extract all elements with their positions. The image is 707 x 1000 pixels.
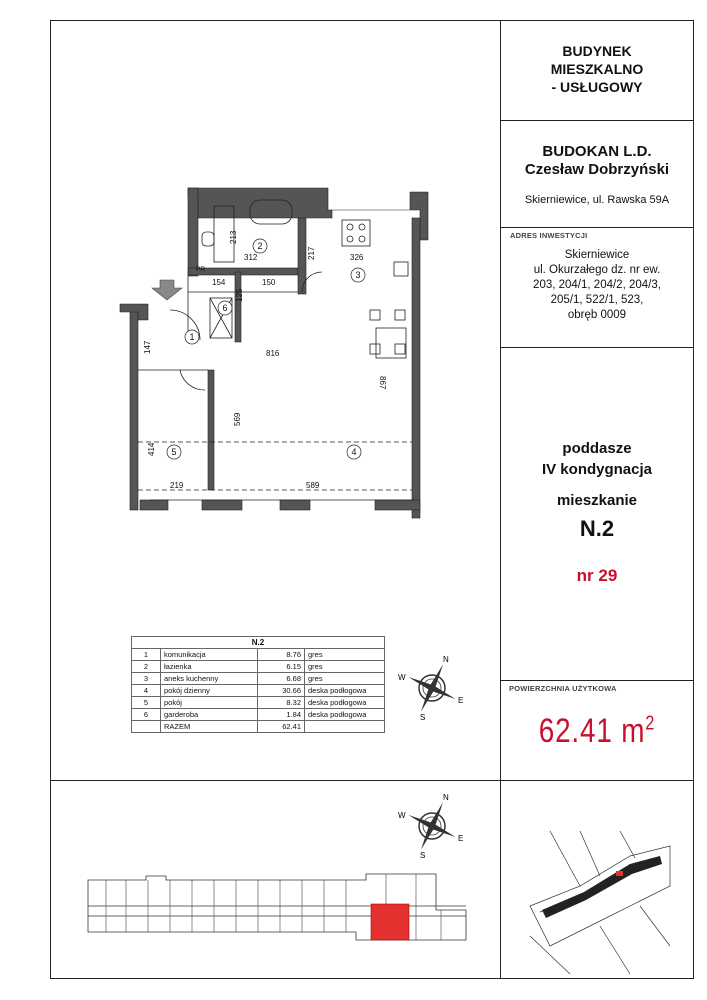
room-name: pokój dzienny <box>161 685 258 697</box>
compass-w: W <box>398 673 406 682</box>
rooms-table-row <box>132 649 385 661</box>
compass-s: S <box>420 851 426 860</box>
compass-rose <box>392 648 472 728</box>
floor-line1: poddasze <box>562 440 632 457</box>
compass-rose <box>392 786 472 866</box>
floor-plan <box>110 180 440 530</box>
wall-bottom-right <box>375 500 420 510</box>
site-building <box>542 856 662 918</box>
wall-partition-2 <box>235 272 241 342</box>
area-value-wrap <box>517 712 676 751</box>
room-no: 2 <box>132 661 161 673</box>
dim-326: 326 <box>350 253 364 262</box>
room-number-5: 5 <box>171 447 177 457</box>
developer-name <box>500 143 694 179</box>
rooms-table-row <box>132 709 385 721</box>
rooms-table-row <box>132 685 385 697</box>
area-value: 62.41 m <box>538 712 646 750</box>
room-floor: deska podłogowa <box>305 709 385 721</box>
burner <box>359 236 365 242</box>
compass-s: S <box>420 713 426 722</box>
compass-needle <box>407 812 457 839</box>
dim-867: 867 <box>378 376 387 390</box>
wall-left <box>130 310 138 510</box>
wall-top <box>188 188 428 240</box>
building-title <box>500 42 694 96</box>
building-line3: - USŁUGOWY <box>551 79 643 95</box>
dim-816: 816 <box>266 349 280 358</box>
wall-bottom-mid2 <box>280 500 310 510</box>
dim-589: 589 <box>306 481 320 490</box>
apartment-label: mieszkanie <box>556 492 638 509</box>
compass-n: N <box>443 655 449 664</box>
rooms-table <box>131 636 385 733</box>
door-arc <box>180 370 205 390</box>
chair <box>370 310 380 320</box>
compass-e: E <box>458 696 464 705</box>
stove <box>342 220 370 246</box>
apartment-code: N.2 <box>579 516 615 541</box>
chair <box>395 310 405 320</box>
site-highlight <box>616 871 623 876</box>
investment-address <box>500 248 694 323</box>
sink <box>394 262 408 276</box>
divider <box>50 780 694 781</box>
divider <box>500 227 694 228</box>
investment-line5: obręb 0009 <box>567 309 627 321</box>
compass-needle <box>407 674 457 701</box>
dim-154: 154 <box>212 278 226 287</box>
dim-414: 414 <box>147 442 156 456</box>
floor-info <box>500 438 694 480</box>
investment-line1: Skierniewice <box>564 249 630 261</box>
room-floor: gres <box>305 661 385 673</box>
room-floor: gres <box>305 673 385 685</box>
chair <box>395 344 405 354</box>
room-name: łazienka <box>161 661 258 673</box>
burner <box>347 236 353 242</box>
wall-kitchen-left <box>298 218 306 294</box>
investment-line4: 205/1, 522/1, 523, <box>550 294 644 306</box>
room-name: pokój <box>161 697 258 709</box>
building-key-plan <box>86 870 470 944</box>
divider <box>500 780 501 979</box>
apartment-highlight <box>371 904 409 940</box>
room-number-6: 6 <box>222 303 228 313</box>
dim-125: 125 <box>235 288 244 302</box>
rooms-table-row <box>132 697 385 709</box>
room-area: 30.66 <box>258 685 305 697</box>
burner <box>347 224 353 230</box>
area-label: POWIERZCHNIA UŻYTKOWA <box>509 684 617 693</box>
compass-e: E <box>458 834 464 843</box>
divider <box>500 680 694 681</box>
room-no: 4 <box>132 685 161 697</box>
wall-bottom-mid1 <box>202 500 242 510</box>
room-number-4: 4 <box>351 447 357 457</box>
dim-569: 569 <box>233 412 242 426</box>
room-name: garderoba <box>161 709 258 721</box>
room-no: 3 <box>132 673 161 685</box>
developer-address: Skierniewice, ul. Rawska 59A <box>524 194 670 206</box>
building-line1: BUDYNEK <box>562 43 632 59</box>
dim-213: 213 <box>229 230 238 244</box>
investment-line2: ul. Okurzałego dz. nr ew. <box>533 264 661 276</box>
rooms-table-title: N.2 <box>132 637 385 649</box>
divider <box>500 347 694 348</box>
building-line2: MIESZKALNO <box>550 61 644 77</box>
entrance-arrow <box>152 280 182 300</box>
dim-219: 219 <box>170 481 184 490</box>
table <box>376 328 406 358</box>
rooms-total-value: 62.41 <box>258 721 305 733</box>
room-area: 8.76 <box>258 649 305 661</box>
room-area: 1.84 <box>258 709 305 721</box>
column-divider <box>500 20 501 780</box>
room-name: aneks kuchenny <box>161 673 258 685</box>
room-floor: deska podłogowa <box>305 685 385 697</box>
floor-line2: IV kondygnacja <box>541 461 653 478</box>
room-number-2: 2 <box>257 241 263 251</box>
rooms-table-row <box>132 661 385 673</box>
apartment-number: nr 29 <box>576 566 618 585</box>
room-floor: deska podłogowa <box>305 697 385 709</box>
rooms-table-wrap <box>131 636 385 733</box>
room-no: 5 <box>132 697 161 709</box>
room-no: 1 <box>132 649 161 661</box>
wall-left-bath <box>188 188 198 276</box>
area-unit-sup: 2 <box>645 712 656 735</box>
developer-name1: BUDOKAN L.D. <box>542 143 652 160</box>
room-name: komunikacja <box>161 649 258 661</box>
room-area: 6.68 <box>258 673 305 685</box>
rooms-total-label: RAZEM <box>161 721 258 733</box>
investment-label: ADRES INWESTYCJI <box>510 231 588 240</box>
dim-312: 312 <box>244 253 258 262</box>
investment-line3: 203, 204/1, 204/2, 204/3, <box>533 279 661 291</box>
site-map <box>520 826 680 976</box>
dim-147: 147 <box>143 340 152 354</box>
divider <box>500 120 694 121</box>
dim-150: 150 <box>262 278 276 287</box>
compass-n: N <box>443 793 449 802</box>
wall-partition-1 <box>208 370 214 490</box>
wall-bottom-left <box>140 500 168 510</box>
room-number-3: 3 <box>355 270 361 280</box>
wall-kitchen-right <box>412 218 420 518</box>
compass-w: W <box>398 811 406 820</box>
developer-name2: Czesław Dobrzyński <box>524 161 670 178</box>
room-area: 8.32 <box>258 697 305 709</box>
chair <box>370 344 380 354</box>
toilet <box>202 232 214 246</box>
burner <box>359 224 365 230</box>
room-number-1: 1 <box>189 332 195 342</box>
dim-217: 217 <box>307 246 316 260</box>
label-pr: PR <box>196 266 206 273</box>
room-no: 6 <box>132 709 161 721</box>
rooms-total-row <box>132 721 385 733</box>
room-area: 6.15 <box>258 661 305 673</box>
room-floor: gres <box>305 649 385 661</box>
rooms-table-row <box>132 673 385 685</box>
